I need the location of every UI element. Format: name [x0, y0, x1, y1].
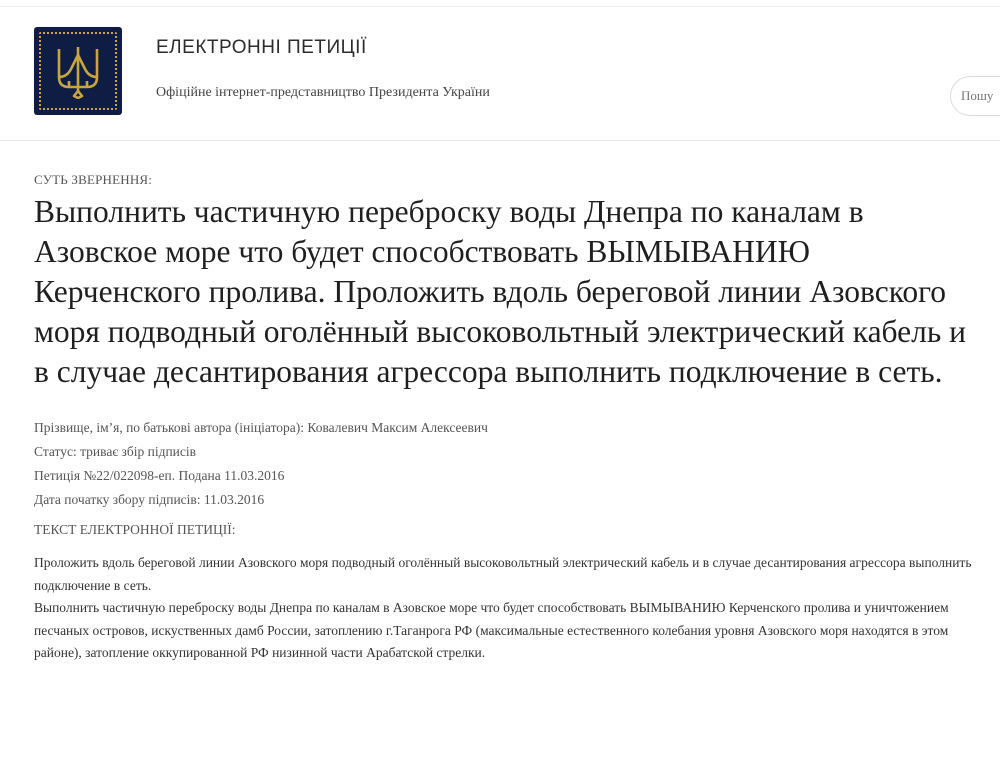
author-line: Прізвище, ім’я, по батькові автора (ініціатора): Ковалевич Максим Алексеевич [34, 420, 488, 435]
site-header [0, 0, 1000, 141]
petition-text [34, 552, 974, 665]
site-logo[interactable] [34, 27, 122, 115]
petition-meta [34, 416, 984, 512]
petition-paragraph: Проложить вдоль береговой линии Азовского моря подводный оголённый высоковольтный электрический кабель и в случае десантирования агрессора выполнить подключение в сеть. [34, 555, 972, 593]
search-box[interactable] [950, 76, 1000, 116]
search-input[interactable] [961, 88, 1000, 104]
petition-paragraph: Выполнить частичную переброску воды Днепра по каналам в Азовское море что будет способствовать ВЫМЫВАНИЮ Керченского пролива и уничтожением песчаных островов, искуственных дамб России, затоплению г.Таганрога РФ (максимальные естественного колебания уровня Азовского моря находятся в этом районе), затопление оккупированной РФ низинной части Арабатской стрелки. [34, 600, 949, 660]
header-divider [0, 6, 1000, 7]
summary-label: СУТЬ ЗВЕРНЕННЯ: [34, 172, 153, 187]
petition-number-line: Петиція №22/022098-еп. Подана 11.03.2016 [34, 468, 285, 483]
status-line: Статус: триває збір підписів [34, 444, 197, 459]
petition-content [34, 172, 984, 665]
site-title[interactable]: ЕЛЕКТРОННІ ПЕТИЦІЇ [156, 37, 367, 58]
start-date-line: Дата початку збору підписів: 11.03.2016 [34, 492, 265, 507]
trident-icon [53, 43, 103, 99]
petition-title: Выполнить частичную переброску воды Днепра по каналам в Азовское море что будет способствовать ВЫМЫВАНИЮ Керченского пролива. Проложить вдоль береговой линии Азовского моря подводный оголённый высоковольтный электрический кабель и в случае десантирования агрессора выполнить подключение в сеть. [34, 194, 966, 389]
petition-text-label: ТЕКСТ ЕЛЕКТРОННОЇ ПЕТИЦІЇ: [34, 522, 236, 537]
site-subtitle: Офіційне інтернет-представництво Президента України [156, 85, 490, 100]
